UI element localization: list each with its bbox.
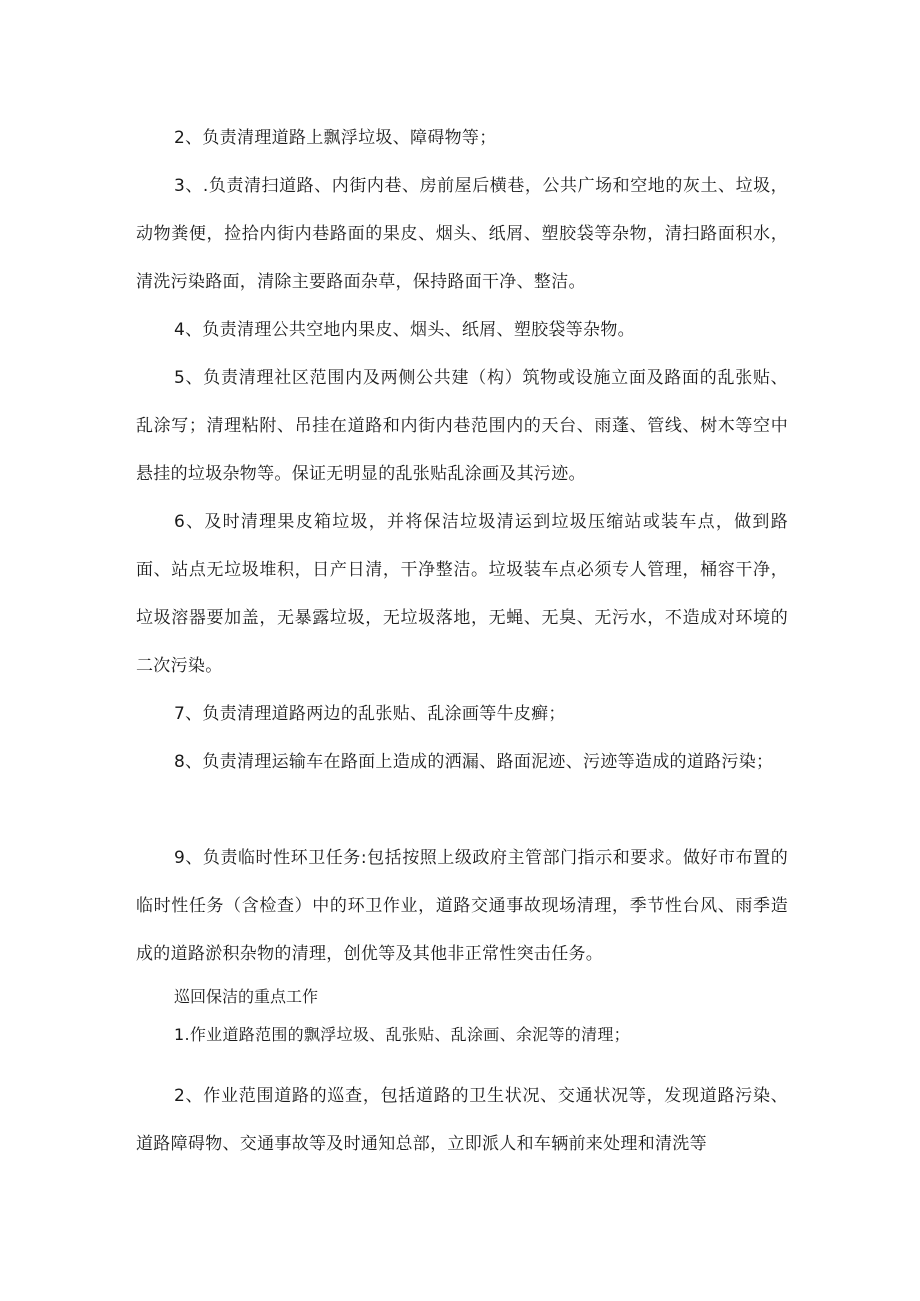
paragraph-item-9: 9、负责临时性环卫任务:包括按照上级政府主管部门指示和要求。做好市布置的临时性任务（含检查）中的环卫作业，道路交通事故现场清理，季节性台风、雨季造成的道路淤积杂物的清理，创优等及其他非正常性突击任务。 — [136, 848, 788, 964]
paragraph-item-2: 2、负责清理道路上飘浮垃圾、障碍物等； — [174, 128, 497, 148]
section-heading: 巡回保洁的重点工作 — [174, 987, 319, 1006]
paragraph-item-6: 6、及时清理果皮箱垃圾，并将保洁垃圾清运到垃圾压缩站或装车点，做到路面、站点无垃圾堆积，日产日清，干净整洁。垃圾装车点必须专人管理，桶容干净，垃圾溶器要加盖，无暴露垃圾，无垃圾落地，无蝇、无臭、无污水，不造成对环境的二次污染。 — [136, 512, 788, 676]
paragraph-item-3: 3、.负责清扫道路、内街内巷、房前屋后横巷，公共广场和空地的灰土、垃圾，动物粪便，捡拾内街内巷路面的果皮、烟头、纸屑、塑胶袋等杂物，清扫路面积水，清洗污染路面，清除主要路面杂草，保持路面干净、整洁。 — [136, 176, 788, 292]
paragraph-item-5: 5、负责清理社区范围内及两侧公共建（构）筑物或设施立面及路面的乱张贴、乱涂写；清理粘附、吊挂在道路和内街内巷范围内的天台、雨蓬、管线、树木等空中悬挂的垃圾杂物等。保证无明显的乱张贴乱涂画及其污迹。 — [136, 368, 788, 484]
section-item-2: 2、作业范围道路的巡查，包括道路的卫生状况、交通状况等，发现道路污染、道路障碍物、交通事故等及时通知总部，立即派人和车辆前来处理和清洗等 — [136, 1086, 788, 1154]
section-item-1: 1.作业道路范围的飘浮垃圾、乱张贴、乱涂画、余泥等的清理； — [174, 1025, 630, 1044]
paragraph-item-4: 4、负责清理公共空地内果皮、烟头、纸屑、塑胶袋等杂物。 — [174, 320, 635, 340]
paragraph-item-8: 8、负责清理运输车在路面上造成的洒漏、路面泥迹、污迹等造成的道路污染； — [174, 752, 774, 772]
paragraph-item-7: 7、负责清理道路两边的乱张贴、乱涂画等牛皮癣； — [174, 704, 566, 724]
